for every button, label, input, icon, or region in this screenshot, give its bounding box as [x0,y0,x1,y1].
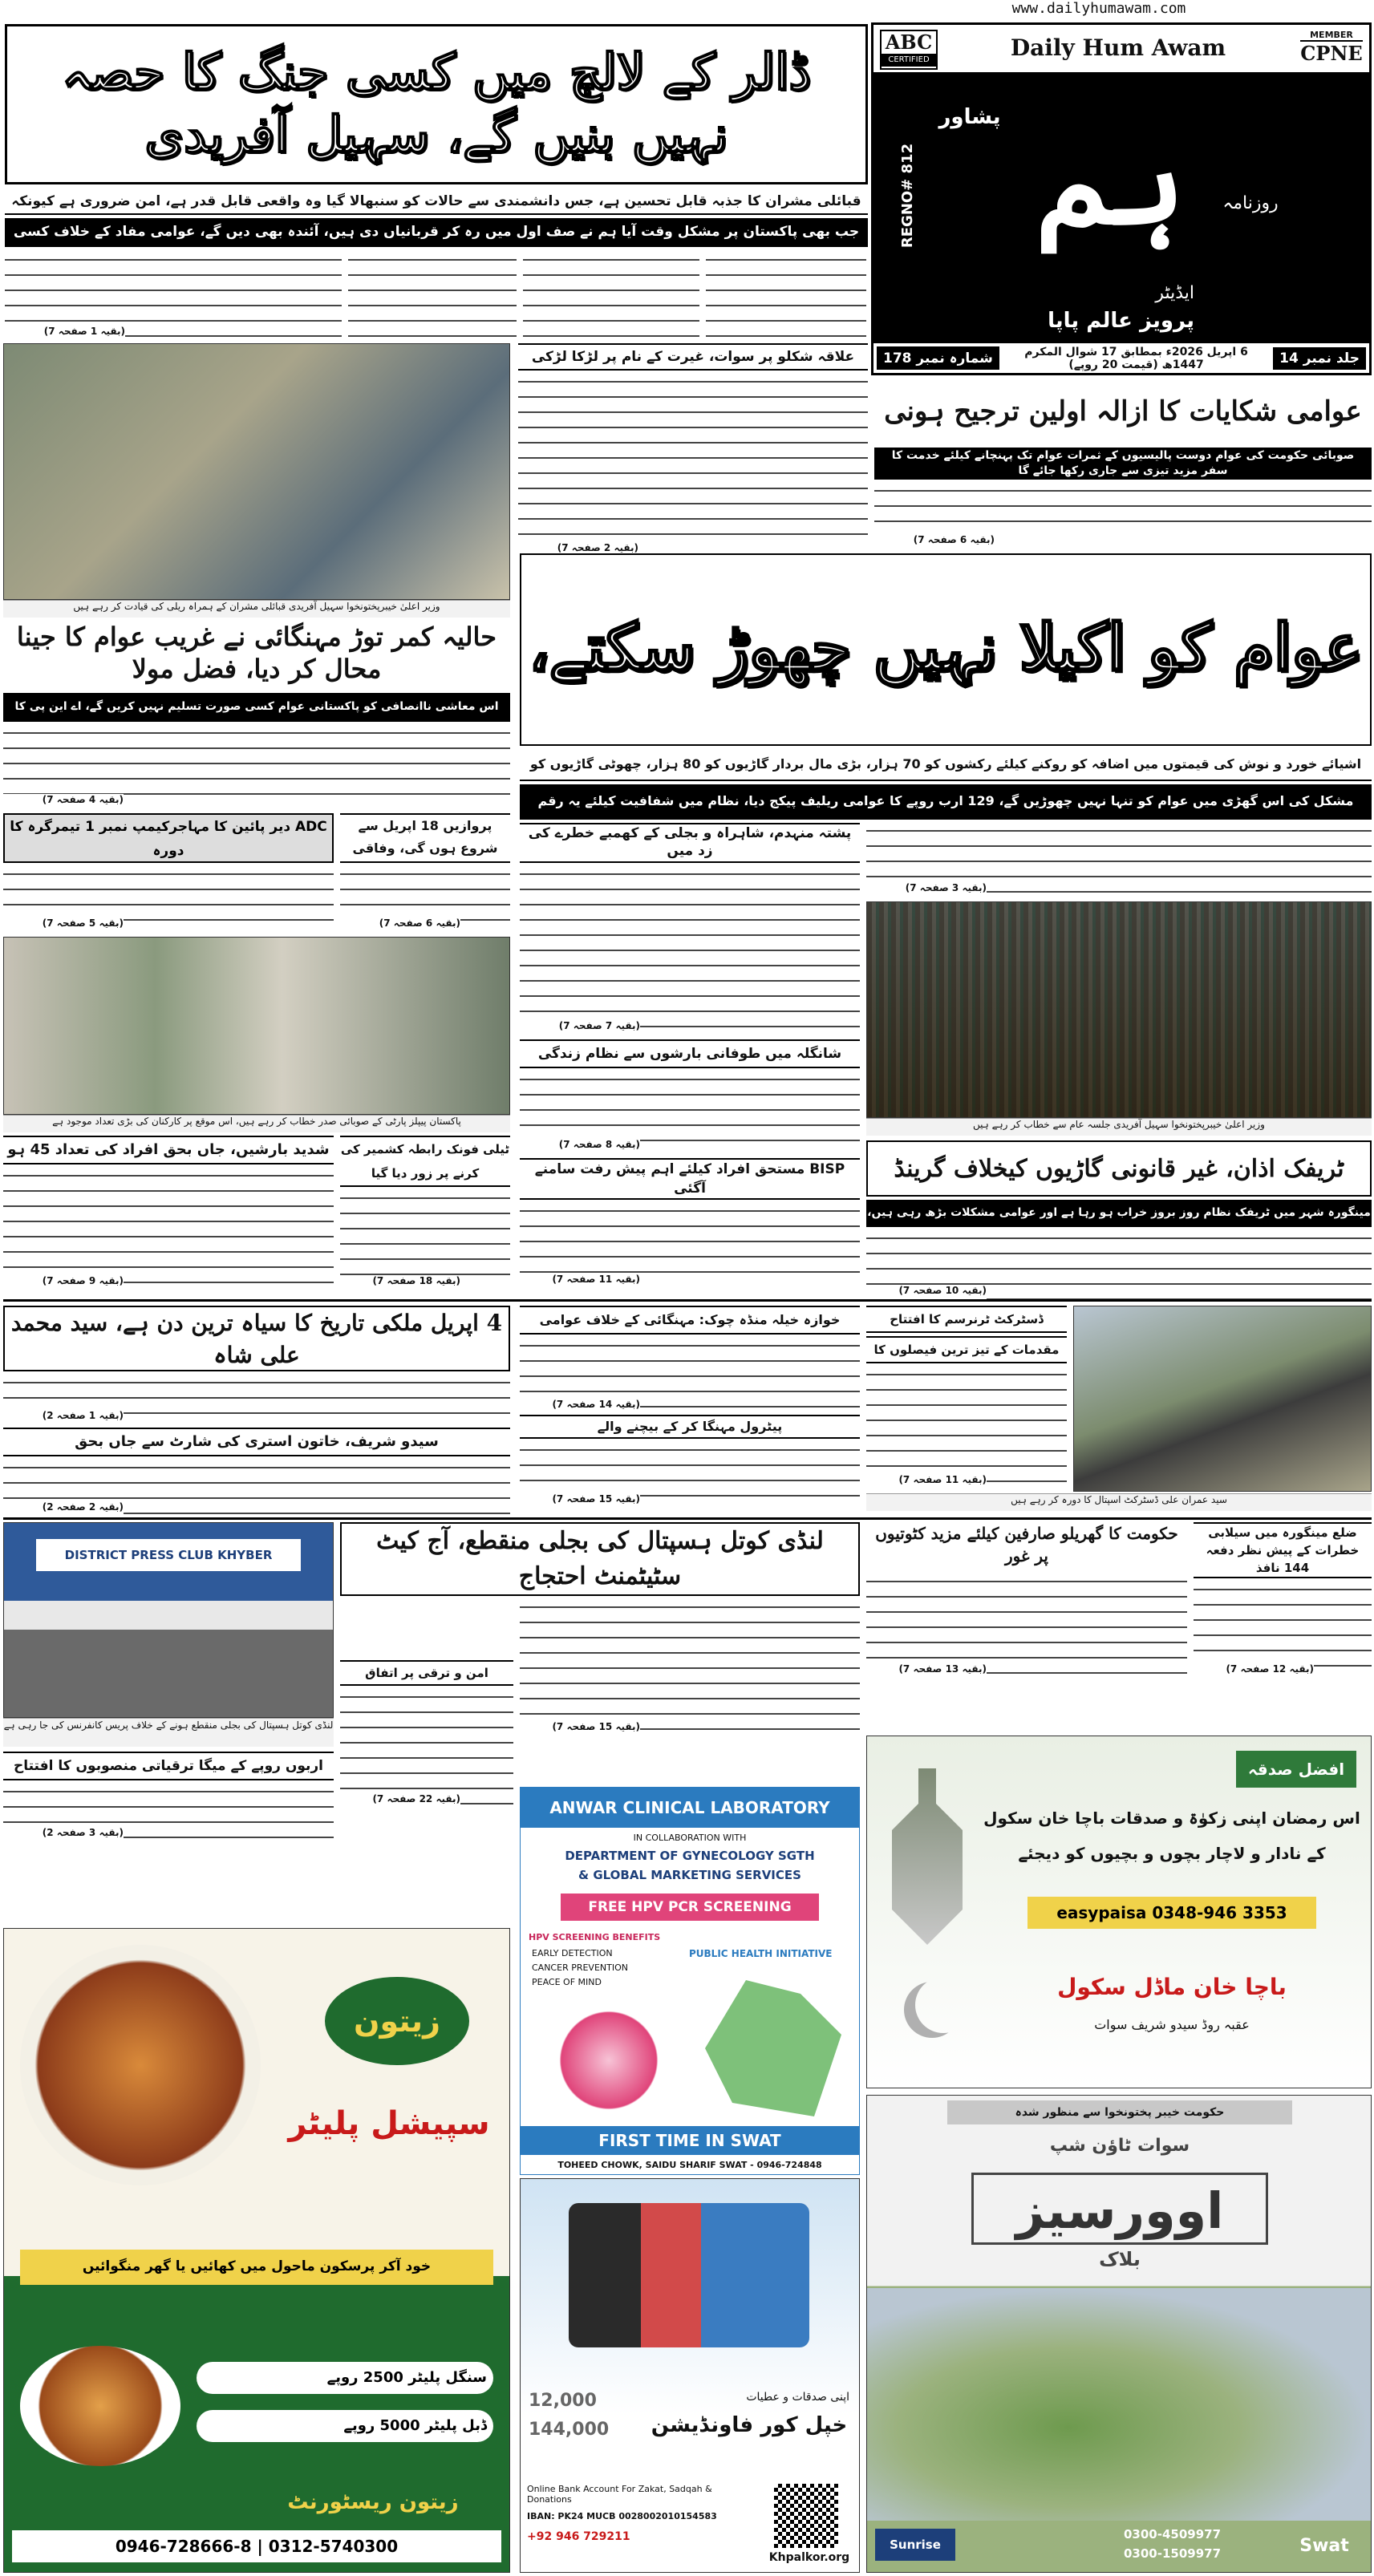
petrol-more: (بقیہ 15 صفحہ 7) [520,1493,640,1508]
volume-number: جلد نمبر 14 [1273,347,1366,370]
urdu-title: ہم [1035,111,1186,252]
lab-map-graphic [705,1980,841,2116]
cpne-badge [1300,30,1363,70]
overseas-town: سوات ٹاؤن شپ [1049,2136,1190,2156]
lab-benefit-1: EARLY DETECTION [532,1948,613,1958]
khpal-amount-2: 144,000 [529,2420,610,2440]
rain-more: (بقیہ 9 صفحہ 7) [3,1275,124,1290]
zaitoon-ad[interactable] [3,1928,510,2573]
pm-headline: عوام کو اکیلا نہیں چھوڑ سکتے، [520,553,1372,746]
zaitoon-price-1: سنگل پلیٹر 2500 روپے [197,2362,493,2394]
school-headline-2: کے نادار و لاچار بچوں و بچیوں کو دیجئے [1018,1844,1326,1863]
bisp-more: (بقیہ 11 صفحہ 7) [520,1274,640,1288]
april-more: (بقیہ 1 صفحہ 2) [3,1410,124,1424]
issue-bar [873,341,1369,373]
lab-first-time: FIRST TIME IN SWAT [521,2126,859,2155]
moon-icon [915,1977,971,2033]
lab-address: TOHEED CHOWK, SAIDU SHARIF SWAT - 0946-724848 [557,2160,822,2170]
adc-headline: ADC دیر پائین کا مہاجرکیمپ نمبر 1 تیمرگرہ کا دورہ [3,813,334,863]
lab-free-screening: FREE HPV PCR SCREENING [561,1894,819,1921]
bridge-more: (بقیہ 7 صفحہ 7) [520,1020,640,1035]
lead-body-col2 [523,252,699,340]
pm-subline-1: اشیائے خورد و نوش کی قیمتوں میں اضافہ کو روکنے کیلئے رکشوں کو 70 ہزار، بڑی مال بردار گاڑیوں کو 80 ہزار، چھوٹی گاڑیوں کو [520,749,1372,781]
khwaza-headline: خوازہ خیلہ منڈہ چوک: مہنگائی کے خلاف عوامی [520,1306,860,1335]
bridge-body [520,866,860,1035]
gov-body [866,1574,1187,1678]
overseas-ad[interactable] [866,2095,1372,2573]
zaitoon-special: سپیشل پلیٹر [288,2105,490,2142]
lantern-graphic [883,1768,971,1945]
lead-subline-1: قبائلی مشران کا جذبہ قابل تحسین ہے، جس دانشمندی سے حالات کو سنبھالا گیا وہ واقعی قابل قدر ہے، امن ضروری ہے کیونکہ [5,189,868,215]
khpal-phone: +92 946 729211 [527,2530,630,2543]
flood-headline: ضلع مینگورہ میں سیلابی خطرات کے پیش نظر دفعہ 144 نافذ [1194,1522,1372,1578]
lab-benefit-3: PEACE OF MIND [532,1977,602,1987]
school-badge: افضل صدقہ [1236,1751,1356,1788]
date-line: 6 اپریل 2026ء بمطابق 17 شوال المکرم 1447ھ (قیمت 20 روپے) [1024,345,1248,371]
lab-ad[interactable] [520,1787,860,2175]
lab-flower-graphic [553,2004,665,2116]
telecom-more: (بقیہ 18 صفحہ 7) [340,1275,460,1290]
editor-name: پرویز عالم پاپا [1048,309,1194,333]
murder-headline: علاقہ شکلو پر سوات، غیرت کے نام پر لڑکا لڑکی [518,343,868,371]
rally-photo-1 [3,343,510,600]
khpal-name: خپل کور فاونڈیشن [651,2413,848,2437]
school-headline: اس رمضان اپنی زکوٰۃ و صدقات باچا خان سکول [983,1808,1360,1828]
lab-name: ANWAR CLINICAL LABORATORY [521,1788,859,1828]
rain-headline: شدید بارشیں، جاں بحق افراد کی تعداد 45 ہو [3,1136,334,1164]
gov-more: (بقیہ 13 صفحہ 7) [866,1663,987,1678]
abc-badge [880,30,938,70]
issue-number: شمارہ نمبر 178 [877,346,999,370]
school-ad[interactable] [866,1736,1372,2088]
khpal-iban: IBAN: PK24 MUCB 0028002010154583 [527,2511,717,2521]
zaitoon-phone: 0946-728666-8 | 0312-5740300 [12,2530,501,2562]
hospital-visit-photo [1073,1306,1372,1492]
april-headline: 4 اپریل ملکی تاریخ کا سیاہ ترین دن ہے، سید محمد علی شاہ [3,1306,510,1371]
dl-headline: ڈسٹرکٹ ٹرنرسم کا افتتاح [866,1306,1067,1333]
khpal-qr [774,2484,838,2548]
lab-collab: IN COLLABORATION WITH [633,1833,747,1843]
shangla-headline: شانگلہ میں طوفانی بارشوں سے نظام زندگی [520,1039,860,1068]
khpal-children-image [569,2203,809,2347]
flights-more: (بقیہ 6 صفحہ 7) [340,917,460,932]
member-text: MEMBER [1300,30,1363,42]
rain-body [3,1168,334,1288]
lead-body-col1 [706,252,866,340]
section-divider-1 [3,1299,1372,1302]
photo2-caption: پاکستان پیپلز پارٹی کے صوبائی صدر خطاب کر رہے ہیں، اس موقع پر کارکنان کی بڑی تعداد موجود ہے [3,1115,510,1132]
overseas-sunrise: Sunrise [875,2529,955,2561]
editor-label: ایڈیٹر [1155,283,1194,303]
fakhr-headline: عوامی شکایات کا ازالہ اولین ترجیح ہونی [884,395,1362,427]
urdu-prefix: روزنامہ [1222,193,1279,213]
overseas-name: اوورسیز [971,2173,1268,2245]
photo3-caption: سید عمران علی ڈسٹرکٹ اسپتال کا دورہ کر رہے ہیں [866,1493,1372,1511]
zaitoon-platter-image [20,1945,261,2185]
khpal-web: Khpalkor.org [768,2551,850,2564]
lead-more: (بقیہ 1 صفحہ 7) [5,326,125,342]
lead-headline: ڈالر کے لالچ میں کسی جنگ کا حصہ نہیں بنیں گے، سہیل آفریدی [61,43,812,164]
masthead-box [871,22,1372,375]
lab-initiative: PUBLIC HEALTH INITIATIVE [689,1948,833,1959]
khpal-sub: اپنی صدقات و عطیات [746,2391,849,2404]
court-headline: مقدمات کے تیز ترین فیصلوں کا [866,1336,1067,1363]
fakhr-body [874,483,1372,536]
zaitoon-tagline: خود آکر پرسکون ماحول میں کھائیں یا گھر منگوائیں [20,2250,493,2285]
overseas-phone-1: 0300-4509977 [1124,2527,1222,2542]
overseas-block: بلاک [1099,2248,1141,2270]
lead-headline-box [5,24,868,184]
khpal-amount-1: 12,000 [529,2391,597,2411]
saidu-headline: سیدو شریف، خاتون استری کی شارٹ سے جاں بحق [3,1428,510,1456]
khpal-ad[interactable] [520,2178,860,2573]
website-url[interactable]: www.dailyhumawam.com [1011,0,1186,17]
pm-more: (بقیہ 3 صفحہ 7) [866,882,987,898]
abc-certified: CERTIFIED [882,54,936,67]
section-divider-2 [3,1517,1372,1520]
telecom-body [340,1190,510,1286]
halia-headline: حالیہ کمر توڑ مہنگائی نے غریب عوام کا جینا محال کر دیا، فضل مولا [16,622,497,684]
rally-caption: وزیر اعلیٰ خیبرپختونخوا سہیل آفریدی جلسہ عام سے خطاب کر رہے ہیں [866,1118,1372,1136]
lab-benefits-title: HPV SCREENING BENEFITS [529,1932,661,1942]
zaitoon-platter-2 [20,2346,180,2466]
overseas-aerial-image [867,2288,1371,2521]
cpne-text: CPNE [1300,42,1363,65]
school-easypaisa: easypaisa 0348-946 3353 [1027,1897,1316,1929]
adc-more: (بقیہ 5 صفحہ 7) [3,917,124,932]
landi-headline: لنڈی کوتل ہسپتال کی بجلی منقطع، آج کیٹ سٹیٹمنٹ احتجاج [340,1522,860,1596]
mega-more: (بقیہ 3 صفحہ 2) [3,1827,124,1841]
overseas-approved: حکومت خیبر پختونخوا سے منظور شدہ [947,2100,1292,2124]
reg-number: REGNO# 812 [899,143,916,249]
traffic-headline: ٹریفک اذان، غیر قانونی گاڑیوں کیخلاف گرینڈ [866,1140,1372,1197]
press-club-photo [3,1522,334,1718]
english-name-bar [873,25,1369,75]
jirga-more: (بقیہ 22 صفحہ 7) [340,1793,460,1808]
landi-body [520,1599,860,1736]
flights-headline: پروازیں 18 اپریل سے شروع ہوں گی، وفاقی [340,813,510,863]
court-body [866,1367,1067,1487]
ppp-meeting-photo [3,937,510,1115]
jirga-body [340,1689,513,1809]
traffic-more: (بقیہ 10 صفحہ 7) [866,1285,987,1299]
zaitoon-logo: زیتون [325,1977,469,2065]
telecom-headline: ٹیلی فونک رابطہ کشمیر کی کرنے پر زور دیا گیا [340,1136,510,1187]
murder-more: (بقیہ 2 صفحہ 7) [557,542,638,553]
school-name: باچا خان ماڈل سکول [1057,1974,1287,2000]
bridge-headline: پشتہ منہدم، شاہراہ و بجلی کے کھمبے خطرے کی زد میں [520,823,860,863]
fakhr-more: (بقیہ 6 صفحہ 7) [874,534,995,550]
lab-dept-2: & GLOBAL MARKETING SERVICES [578,1868,801,1882]
zaitoon-price-2: ڈبل پلیٹر 5000 روپے [197,2410,493,2442]
city-name: پشاور [938,105,1001,129]
landi-more: (بقیہ 15 صفحہ 7) [520,1721,640,1736]
petrol-headline: پیٹرول مہنگا کر کے بیچنے والے [520,1415,860,1439]
press-club-banner: DISTRICT PRESS CLUB KHYBER [36,1539,301,1571]
rally-photo-2 [866,901,1372,1118]
halia-more: (بقیہ 4 صفحہ 7) [3,794,124,810]
lab-benefit-2: CANCER PREVENTION [532,1962,628,1973]
bisp-headline: BISP مستحق افراد کیلئے اہم پیش رفت سامنے آگئی [520,1158,860,1200]
saidu-more: (بقیہ 2 صفحہ 2) [3,1501,124,1516]
overseas-phone-2: 0300-1509977 [1124,2546,1222,2561]
english-name: Daily Hum Awam [1010,34,1226,61]
overseas-brand: Swat [1299,2536,1349,2556]
khpal-bank: Online Bank Account For Zakat, Sadqah & Donations [527,2484,712,2505]
lab-dept: DEPARTMENT OF GYNECOLOGY SGTH [565,1849,815,1863]
court-more: (بقیہ 11 صفحہ 7) [866,1474,987,1488]
mega-headline: اربوں روپے کے میگا ترقیاتی منصوبوں کا افتتاح [3,1752,334,1780]
school-address: عقبہ روڈ سیدو شریف سوات [1094,2017,1250,2032]
shangla-more: (بقیہ 8 صفحہ 7) [520,1139,640,1153]
traffic-subline: مینگورہ شہر میں ٹریفک نظام روز بروز خراب ہو رہا ہے اور عوامی مشکلات بڑھ رہی ہیں، [866,1200,1372,1227]
zaitoon-footer: زیتون ریسٹورنٹ [287,2490,459,2514]
murder-body [518,374,868,542]
lead-subline-2: جب بھی پاکستان پر مشکل وقت آیا ہم نے صف اول میں رہ کر قربانیاں دی ہیں، آئندہ بھی دیں گے، عوامی مفاد کے خلاف کسی [5,218,868,247]
khwaza-more: (بقیہ 14 صفحہ 7) [520,1399,640,1413]
jirga-headline: امن و ترقی پر اتفاق [340,1660,513,1686]
fakhr-subline: صوبائی حکومت کی عوام دوست پالیسیوں کے ثمرات عوام تک پہنچانے کیلئے خدمت کا سفر مزید تیزی سے جاری رکھا جائے گا [874,448,1372,480]
gov-headline: حکومت کا گھریلو صارفین کیلئے مزید کٹوتیوں پر غور [875,1524,1178,1565]
pm-subline-2: مشکل کی اس گھڑی میں عوام کو تنہا نہیں چھوڑیں گے، 129 ارب روپے کا عوامی ریلیف پیکج دیا، نظام میں شفافیت کیلئے یہ رقم [520,784,1372,820]
halia-subline: اس معاشی ناانصافی کو پاکستانی عوام کسی صورت تسلیم نہیں کریں گے، اے این پی کا [3,693,510,722]
lead-body-col3 [348,252,517,340]
photo4-caption: لنڈی کوتل ہسپتال کی بجلی منقطع ہونے کے خلاف پریس کانفرنس کی جا رہی ہے [3,1718,334,1747]
flood-more: (بقیہ 12 صفحہ 7) [1194,1663,1314,1678]
photo1-caption: وزیر اعلیٰ خیبرپختونخوا سہیل آفریدی قبائلی مشران کے ہمراہ ریلی کی قیادت کر رہے ہیں [3,600,510,618]
abc-text: ABC [885,30,933,54]
